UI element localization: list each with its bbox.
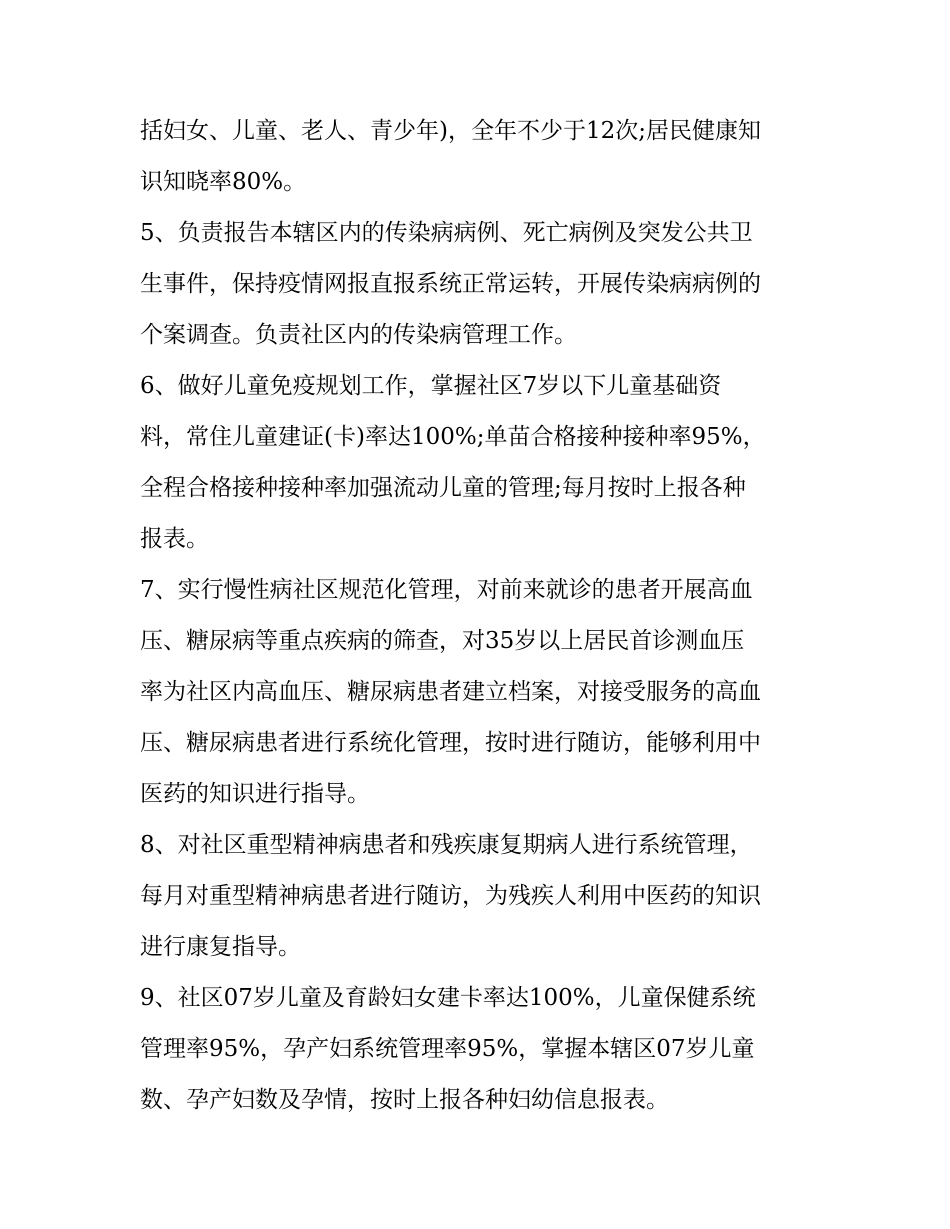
text-line: 率为社区内高血压、糖尿病患者建立档案，对接受服务的高血 — [140, 679, 761, 705]
text-line: 9、社区07岁儿童及育龄妇女建卡率达100%，儿童保健系统 — [140, 985, 756, 1011]
text-line: 每月对重型精神病患者进行随访，为残疾人利用中医药的知识 — [140, 883, 761, 909]
text-line: 医药的知识进行指导。 — [140, 781, 370, 807]
text-line: 5、负责报告本辖区内的传染病病例、死亡病例及突发公共卫 — [140, 220, 753, 246]
text-line: 管理率95%，孕产妇系统管理率95%，掌握本辖区07岁儿童 — [140, 1036, 755, 1062]
text-line: 数、孕产妇数及孕情，按时上报各种妇幼信息报表。 — [140, 1087, 669, 1113]
text-line: 全程合格接种接种率加强流动儿童的管理;每月按时上报各种 — [140, 475, 746, 501]
text-line: 8、对社区重型精神病患者和残疾康复期病人进行系统管理， — [140, 832, 753, 858]
text-line: 料，常住儿童建证(卡)率达100%;单苗合格接种接种率95%， — [140, 424, 766, 450]
text-line: 压、糖尿病等重点疾病的筛查，对35岁以上居民首诊测血压 — [140, 628, 745, 654]
text-line: 进行康复指导。 — [140, 934, 301, 960]
text-line: 识知晓率80%。 — [140, 169, 307, 195]
text-line: 6、做好儿童免疫规划工作，掌握社区7岁以下儿童基础资 — [140, 373, 722, 399]
text-line: 报表。 — [140, 526, 209, 552]
text-line: 括妇女、儿童、老人、青少年)，全年不少于12次;居民健康知 — [140, 118, 761, 144]
text-line: 压、糖尿病患者进行系统化管理，按时进行随访，能够利用中 — [140, 730, 761, 756]
text-line: 个案调查。负责社区内的传染病管理工作。 — [140, 322, 577, 348]
text-line: 7、实行慢性病社区规范化管理，对前来就诊的患者开展高血 — [140, 577, 753, 603]
text-line: 生事件，保持疫情网报直报系统正常运转，开展传染病病例的 — [140, 271, 761, 297]
document-body — [140, 106, 830, 1126]
